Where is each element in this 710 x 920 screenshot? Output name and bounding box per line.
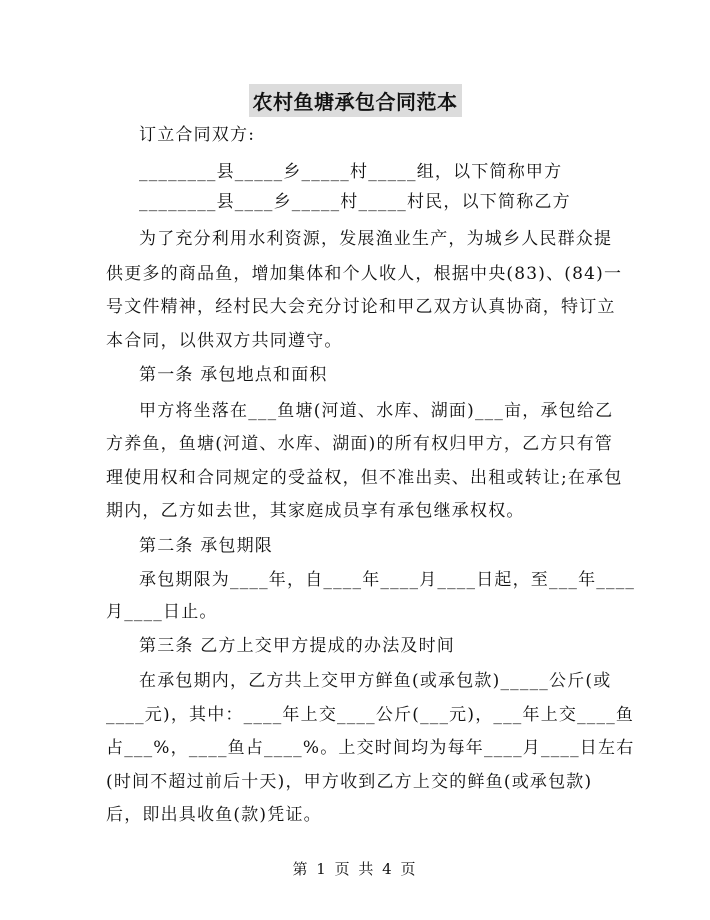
- paragraph-line: 号文件精神，经村民大会充分讨论和甲乙双方认真协商，特订立: [106, 297, 616, 317]
- paragraph-line: 承包期限为____年，自____年____月____日起，至___年____: [139, 570, 636, 590]
- paragraph-line: 后，即出具收鱼(款)凭证。: [106, 805, 322, 825]
- paragraph-line: 本合同，以供双方共同遵守。: [106, 331, 343, 351]
- paragraph-line: 供更多的商品鱼，增加集体和个人收人，根据中央(83)、(84)一: [106, 264, 623, 284]
- paragraph-line: ________县_____乡_____村_____组，以下简称甲方: [139, 162, 563, 182]
- document-title-block: [0, 84, 710, 117]
- paragraph-line: 为了充分利用水利资源，发展渔业生产，为城乡人民群众提: [139, 229, 613, 249]
- section-heading: 第三条 乙方上交甲方提成的办法及时间: [139, 636, 456, 656]
- paragraph-line: 理使用权和合同规定的受益权，但不准出卖、出租或转让;在承包: [106, 468, 623, 488]
- paragraph-line: 方养鱼，鱼塘(河道、水库、湖面)的所有权归甲方，乙方只有管: [106, 434, 614, 454]
- paragraph-line: 期内，乙方如去世，其家庭成员享有承包继承权权。: [106, 501, 525, 521]
- paragraph-line: 占___%，____鱼占____%。上交时间均为每年____月____日左右: [106, 738, 635, 758]
- paragraph-line: 在承包期内，乙方共上交甲方鲜鱼(或承包款)_____公斤(或: [139, 671, 612, 691]
- paragraph-line: ____元)，其中：____年上交____公斤(___元)，___年上交____鱼: [106, 705, 635, 725]
- paragraph-line: 甲方将坐落在___鱼塘(河道、水库、湖面)___亩，承包给乙: [139, 401, 614, 421]
- section-heading: 第一条 承包地点和面积: [139, 365, 328, 385]
- paragraph-line: 订立合同双方:: [139, 125, 256, 145]
- paragraph-line: 月____日止。: [106, 602, 218, 622]
- paragraph-line: ________县____乡_____村_____村民，以下简称乙方: [139, 192, 571, 212]
- paragraph-line: (时间不超过前后十天)，甲方收到乙方上交的鲜鱼(或承包款): [106, 772, 593, 792]
- document-title: 农村鱼塘承包合同范本: [249, 84, 462, 117]
- section-heading: 第二条 承包期限: [139, 536, 274, 556]
- page-number: 第 1 页 共 4 页: [292, 860, 418, 878]
